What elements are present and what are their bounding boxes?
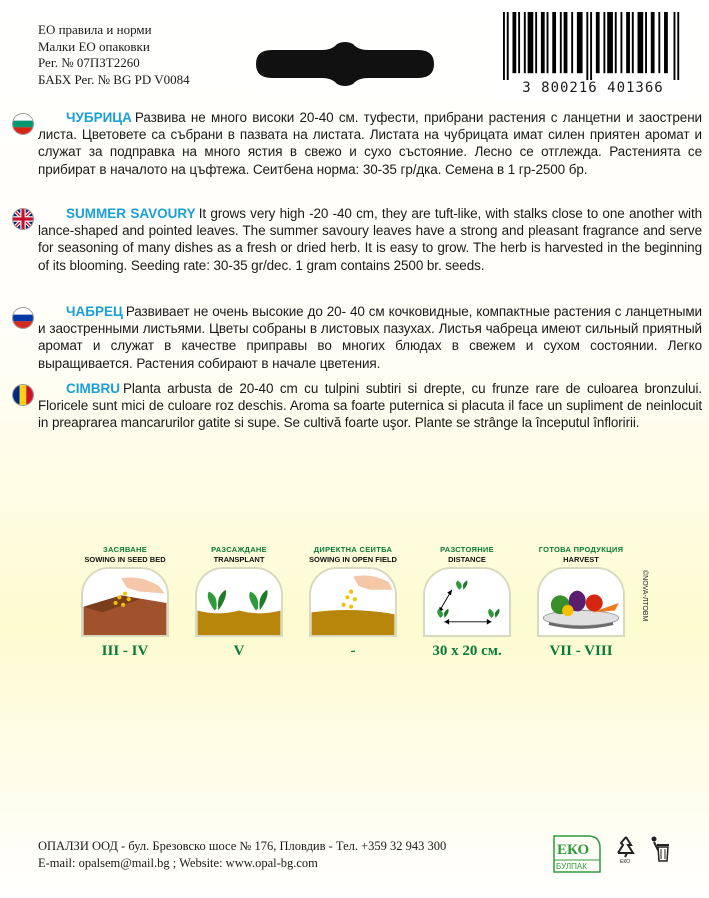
- step-label-bg: ДИРЕКТНА СЕИТБА: [313, 545, 393, 554]
- step-harvest: [526, 545, 636, 660]
- step-label-bg: РАЗСТОЯНИЕ: [440, 545, 494, 554]
- registration-line: Рег. № 07ПЗТ2260: [38, 55, 140, 70]
- illustration-credit: ©NOVA-ЛТОВМ: [641, 570, 648, 622]
- section-heading: ЧАБРЕЦ: [66, 304, 123, 319]
- flag-russia-icon: [12, 307, 34, 329]
- step-transplant: [184, 545, 294, 660]
- step-open-field: [298, 545, 408, 660]
- eco-bulpak-logo-icon: [548, 834, 602, 874]
- section-english: [38, 205, 702, 274]
- flag-romania-icon: [12, 384, 34, 406]
- step-label-en: DISTANCE: [448, 555, 486, 564]
- step-label-bg: ЗАСЯВАНЕ: [102, 545, 147, 554]
- step-label-en: TRANSPLANT: [213, 555, 265, 564]
- step-value: -: [350, 643, 356, 659]
- seedlings-transplant-icon: [195, 567, 283, 637]
- section-text: Развивает не очень высокие до 20- 40 см кочковидные, компактные растения с ланцетными и заостренными листьями. Цветы собраны в листовых пазухах. Листья чабреца имеют сильный приятный аромат и служат в качестве приправы во многих блюдах в свежем и сухом состоянии. Легко выращивается. Растения собирают в начале цветения.: [38, 304, 702, 371]
- step-value: III - IV: [101, 643, 149, 659]
- step-label-bg: РАЗСАЖДАНЕ: [211, 545, 267, 554]
- step-value: VII - VIII: [549, 643, 613, 659]
- step-value: 30 x 20 см.: [432, 643, 502, 659]
- section-heading: SUMMER SAVOURY: [66, 206, 196, 221]
- company-address: ОПАЛЗИ ООД - бул. Брезовско шосе № 176, Пловдив - Тел. +359 32 943 300: [38, 839, 447, 853]
- harvest-basket-icon: [537, 567, 625, 637]
- plant-distance-icon: [423, 567, 511, 637]
- hang-slot-shape: [252, 40, 438, 88]
- section-heading: CIMBRU: [66, 381, 120, 396]
- section-bulgarian: [38, 109, 702, 178]
- barcode: [493, 8, 693, 100]
- registration-info: [38, 22, 190, 88]
- registration-line: БАБХ Рег. № BG PD V0084: [38, 71, 190, 87]
- step-label-en: HARVEST: [563, 555, 599, 564]
- recycle-icon: [614, 835, 638, 865]
- step-label-en: SOWING IN SEED BED: [84, 555, 166, 564]
- company-contacts: E-mail: opalsem@mail.bg ; Website: www.opal-bg.com: [38, 856, 318, 870]
- section-russian: [38, 303, 702, 372]
- flag-uk-icon: [12, 208, 34, 230]
- open-field-sowing-icon: [309, 567, 397, 637]
- registration-line: Малки ЕО опаковки: [38, 38, 150, 54]
- section-romanian: [38, 380, 702, 432]
- step-sowing-seed-bed: [70, 545, 180, 660]
- section-heading: ЧУБРИЦА: [66, 110, 132, 125]
- section-text: Planta arbusta de 20-40 cm cu tulpini subtiri si drepte, cu frunze rare de culoarea bronzului. Floricele sunt mici de culoare roz deschis. Aroma sa foarte puternica si placuta il face un supliment de neinlocuit in preaprarea mancarurilor gatite si supe. Se cultivă foarte uşor. Plante se strânge la începutul înfloririi.: [38, 381, 702, 431]
- section-text: Развива не много високи 20-40 см. туфести, прибрани растения с ланцетни и заострени листа. Цветовете са събрани в пазвата на листата. Листата на чубрицата имат силен приятен аромат и служат за подправка на много ястия в свежо и сухо състояние. Лесно се отглежда. Растенията се прибират в началото на цъфтежа. Сеитбена норма: 30-35 гр/дка. Семена в 1 гр-2500 бр.: [38, 110, 702, 177]
- flag-bulgaria-icon: [12, 113, 34, 135]
- svg-text:ЕКО: ЕКО: [557, 842, 590, 858]
- svg-text:БУЛПАК: БУЛПАК: [556, 862, 587, 871]
- seed-tray-sowing-icon: [81, 567, 169, 637]
- barcode-digits: 3 800216 401366: [522, 80, 664, 96]
- step-label-bg: ГОТОВА ПРОДУКЦИЯ: [538, 545, 624, 554]
- step-value: V: [233, 643, 245, 659]
- svg-text:ЕКО: ЕКО: [620, 859, 631, 865]
- footer: [38, 838, 446, 872]
- trash-bin-icon: [648, 834, 672, 864]
- barcode-bars-icon: [503, 12, 683, 80]
- step-label-en: SOWING IN OPEN FIELD: [309, 555, 397, 564]
- section-text: It grows very high -20 -40 cm, they are tuft-like, with stalks close to one another with lance-shaped and pointed leaves. The summer savoury leaves have a strong and pleasant fragrance and serve for seasoning of many dishes as a fresh or dried herb. It is easy to grow. The herb is harvested in the beginning of its blooming. Seeding rate: 30-35 gr/dec. 1 gram contains 2500 br. seeds.: [38, 206, 703, 273]
- registration-line: ЕО правила и норми: [38, 22, 152, 37]
- step-distance: [412, 545, 522, 660]
